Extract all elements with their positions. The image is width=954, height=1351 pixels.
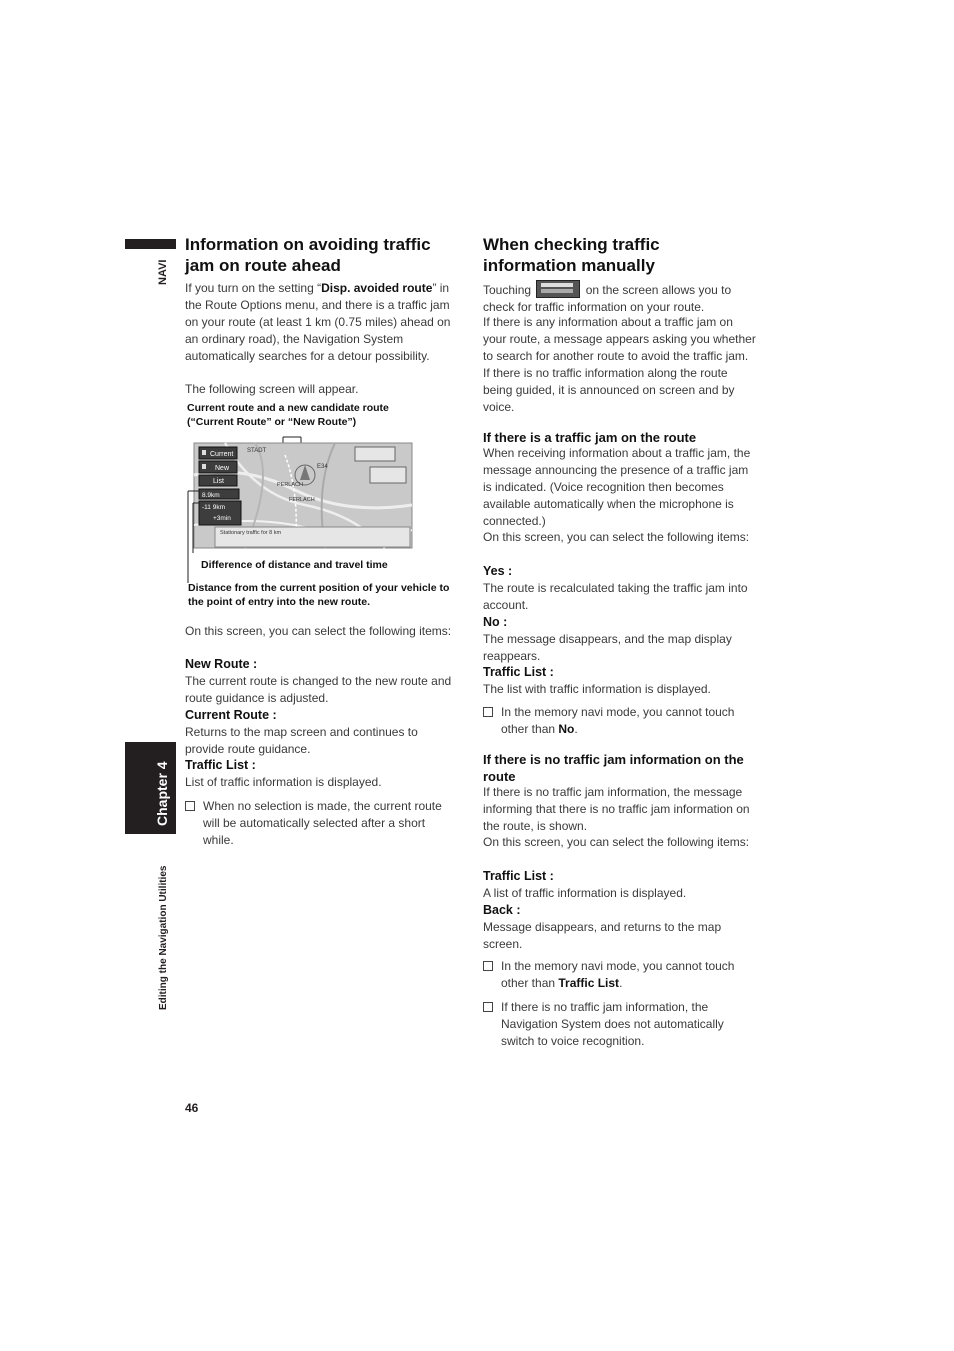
- page-number: 46: [185, 1101, 199, 1115]
- note-text: In the memory navi mode, you cannot touch other than: [501, 959, 735, 990]
- chapter-subtitle: Editing the Navigation Utilities: [158, 865, 169, 1010]
- current-button-label: Current: [210, 451, 234, 458]
- left-items: [185, 656, 460, 791]
- note-text: In the memory navi mode, you cannot touch other than: [501, 705, 735, 736]
- intro-post: on the screen allows you to check for traffic information on your route.: [483, 283, 732, 314]
- map-place-1: STADT: [247, 448, 267, 454]
- sub1-text: When receiving information about a traffic jam, the message announcing the presence of a traffic jam is indicated. (Voice recognition then becomes available automatically when the microphone is connected.): [483, 446, 751, 528]
- item-label: Current Route :: [185, 707, 277, 722]
- distance-difference: -11 9km: [202, 504, 225, 511]
- item-desc: The list with traffic information is displayed.: [483, 682, 711, 697]
- section-bar: [125, 239, 176, 249]
- traffic-info-button-icon[interactable]: [536, 280, 580, 298]
- section-label: NAVI: [157, 259, 169, 285]
- item-label: New Route :: [185, 657, 258, 671]
- item-desc: The current route is changed to the new route and route guidance is adjusted.: [185, 673, 452, 705]
- left-select-intro: On this screen, you can select the following items:: [185, 624, 452, 638]
- note-end: .: [574, 721, 578, 736]
- item-desc: The message disappears, and the map display reappears.: [483, 631, 732, 663]
- intro-pre: Touching: [483, 283, 532, 297]
- left-intro: [185, 280, 460, 365]
- sub2-items: [483, 868, 758, 953]
- right-heading: When checking traffic information manually: [483, 235, 660, 275]
- caption-bottom: Distance from the current position of your vehicle to the point of entry into the new route.: [188, 582, 450, 608]
- sub1-items: [483, 563, 758, 698]
- sub2-text: If there is no traffic jam information, the message informing that there is no traffic jam information on the route, is shown.: [483, 785, 750, 833]
- note-box-icon: [483, 707, 493, 717]
- item-desc: Returns to the map screen and continues to provide route guidance.: [185, 724, 418, 756]
- sub1-select: On this screen, you can select the following items:: [483, 530, 750, 544]
- map-place-2: E34: [317, 464, 328, 470]
- new-button-label: New: [215, 465, 230, 472]
- intro-setting: Disp. avoided route: [321, 281, 433, 295]
- status-message: Stationary traffic for 8 km: [220, 530, 282, 536]
- note-box-icon: [483, 1002, 493, 1012]
- item-label: Yes :: [483, 564, 513, 578]
- sub1-heading: If there is a traffic jam on the route: [483, 430, 697, 445]
- chapter-label: Chapter 4: [154, 761, 170, 826]
- map-place-4: FERLACH: [289, 497, 315, 503]
- intro-pre: If you turn on the setting “: [185, 281, 322, 295]
- sub2-heading: If there is no traffic jam information on the route: [483, 752, 744, 784]
- item-desc: Message disappears, and returns to the map screen.: [483, 919, 722, 951]
- right-intro-rest: If there is any information about a traffic jam on your route, a message appears asking you whether to search for another route to avoid the traffic jam. If there is no traffic information along the route being guided, it is announced on screen and by voice.: [483, 315, 756, 414]
- map-place-3: PERLACH: [277, 482, 303, 488]
- left-heading: Information on avoiding traffic jam on route ahead: [185, 235, 431, 275]
- item-desc: The route is recalculated taking the traffic jam into account.: [483, 580, 748, 612]
- item-label: No :: [483, 614, 508, 629]
- right-note-2: [483, 958, 759, 992]
- right-intro: [483, 280, 758, 316]
- left-note: [185, 798, 458, 849]
- left-following: The following screen will appear.: [185, 382, 359, 396]
- new-button[interactable]: [199, 461, 237, 473]
- item-desc: A list of traffic information is displayed.: [483, 885, 687, 900]
- list-button-label: List: [213, 478, 224, 485]
- item-desc: List of traffic information is displayed.: [185, 775, 382, 790]
- list-button[interactable]: [199, 475, 237, 486]
- distance-readout: 8.9km: [202, 492, 220, 499]
- note-bold: Traffic List: [558, 975, 620, 990]
- note-box-icon: [483, 961, 493, 971]
- current-button[interactable]: [199, 447, 237, 459]
- note-text: If there is no traffic jam information, the Navigation System does not automatically switch to voice recognition.: [501, 1000, 724, 1048]
- caption-top: Current route and a new candidate route (“Current Route” or “New Route”): [187, 402, 389, 428]
- right-note-3: [483, 999, 759, 1050]
- note-box-icon: [185, 801, 195, 811]
- time-difference: +3min: [213, 515, 231, 522]
- item-label: Traffic List :: [483, 869, 554, 883]
- right-note-1: [483, 704, 759, 738]
- intro-post: ” in the Route Options menu, and there is a traffic jam on your route (at least 1 km (0.75 miles) ahead on an ordinary road), the Navigation System automatically searches for a detour possibility.: [185, 281, 451, 363]
- sub2-select: On this screen, you can select the following items:: [483, 835, 750, 849]
- item-label: Traffic List :: [185, 758, 256, 773]
- caption-mid: Difference of distance and travel time: [201, 559, 388, 571]
- note-end: .: [619, 975, 623, 990]
- item-label: Back :: [483, 902, 521, 917]
- note-bold: No: [558, 721, 575, 736]
- item-label: Traffic List :: [483, 665, 554, 680]
- note-text: When no selection is made, the current route will be automatically selected after a short while.: [203, 799, 442, 847]
